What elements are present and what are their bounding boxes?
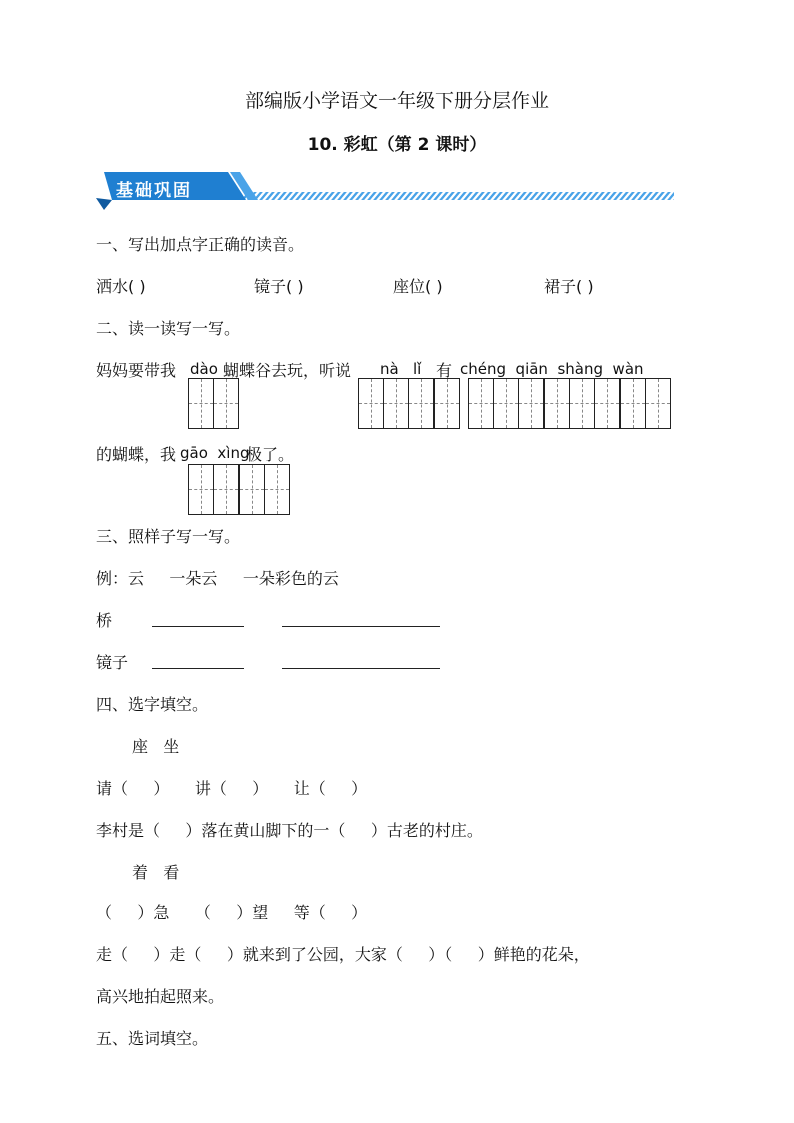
writing-grid[interactable] (358, 378, 460, 429)
char-choices: 座 坐 (132, 737, 180, 756)
answer-line[interactable] (152, 610, 244, 627)
page-title: 部编版小学语文一年级下册分层作业 (244, 90, 549, 112)
pinyin: nà lǐ (380, 360, 422, 378)
q1-item: 裙子( ) (544, 277, 594, 296)
pinyin: chéng qiān shàng wàn (460, 360, 644, 378)
section-banner (94, 168, 678, 212)
char-choices: 着 看 (132, 863, 180, 882)
q1-heading: 一、写出加点字正确的读音。 (96, 235, 305, 254)
q3-heading: 三、照样子写一写。 (96, 527, 241, 546)
q3-row-label: 桥 (96, 611, 113, 630)
q2-text: 极了。 (246, 445, 295, 464)
q4-row: 李村是（ ）落在黄山脚下的一（ ）古老的村庄。 (96, 821, 483, 840)
q2-text: 妈妈要带我 (96, 361, 177, 380)
lesson-subtitle: 10. 彩虹（第 2 课时） (307, 135, 487, 155)
q4-heading: 四、选字填空。 (96, 695, 209, 714)
writing-grid[interactable] (468, 378, 671, 429)
q1-item: 座位( ) (393, 277, 443, 296)
q2-heading: 二、读一读写一写。 (96, 319, 241, 338)
banner-label: 基础巩固 (116, 181, 192, 201)
q2-text: 有 (436, 361, 453, 380)
q1-item: 洒水( ) (96, 277, 146, 296)
pinyin: gāo xìng (180, 444, 250, 462)
q4-row: （ ）急 （ ）望 等（ ） (96, 903, 368, 922)
q1-item: 镜子( ) (254, 277, 304, 296)
q3-row-label: 镜子 (96, 653, 129, 672)
writing-grid[interactable] (188, 464, 290, 515)
answer-line[interactable] (152, 652, 244, 669)
q4-row: 走（ ）走（ ）就来到了公园，大家（ ）（ ）鲜艳的花朵， (96, 945, 590, 964)
pinyin: dào (190, 360, 218, 378)
q5-heading: 五、选词填空。 (96, 1029, 209, 1048)
q4-row: 高兴地拍起照来。 (96, 987, 225, 1006)
writing-grid[interactable] (188, 378, 239, 429)
answer-line[interactable] (282, 610, 440, 627)
q3-example: 例：云 一朵云 一朵彩色的云 (96, 569, 339, 588)
q2-text: 蝴蝶谷去玩，听说 (223, 361, 352, 380)
q4-row: 请（ ） 讲（ ） 让（ ） (96, 779, 368, 798)
q2-text: 的蝴蝶，我 (96, 445, 177, 464)
answer-line[interactable] (282, 652, 440, 669)
